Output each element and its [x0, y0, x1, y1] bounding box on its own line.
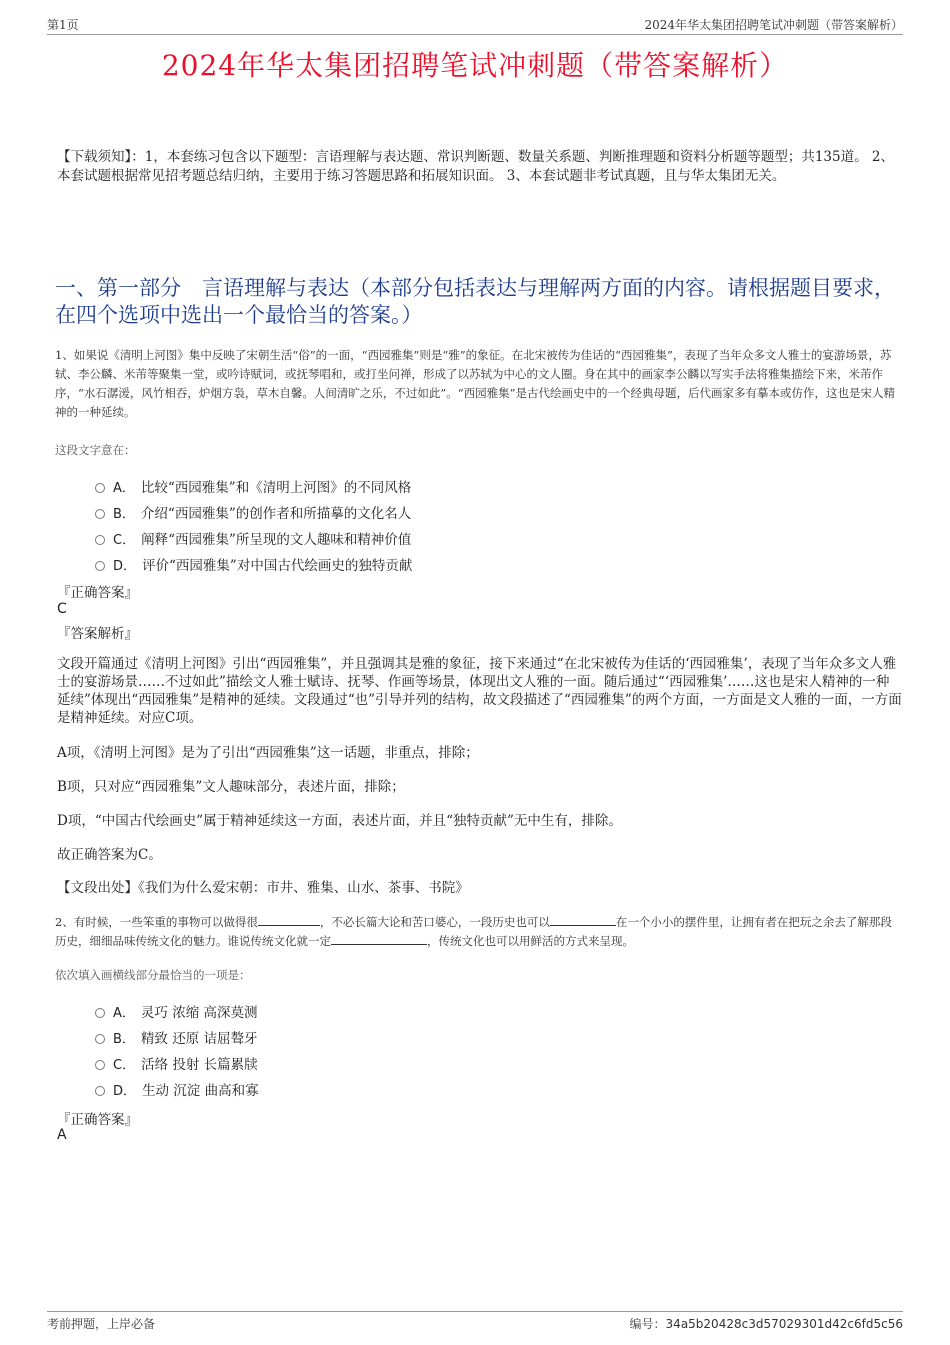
analysis-label: 『答案解析』	[57, 626, 138, 642]
source-citation: 【文段出处】《我们为什么爱宋朝：市井、雅集、山水、茶事、书院》	[57, 880, 469, 896]
code-value: 34a5b20428c3d57029301d42c6fd5c56	[665, 1317, 903, 1331]
option-a[interactable]	[95, 473, 795, 499]
question-1-text: 1、如果说《清明上河图》集中反映了宋朝生活“俗”的一面，“西园雅集”则是“雅”的象征。在北宋被传为佳话的“西园雅集”，表现了当年众多文人雅士的宴游场景，苏轼、李公麟、米芾等聚集一堂，或吟诗赋词，或抚琴唱和，或打坐问禅，形成了以苏轼为中心的文人圈。身在其中的画家李公麟以写实手法将雅集描绘下来，米芾作序，“水石潺湲，风竹相吞，炉烟方袅，草木自馨。人间清旷之乐，不过如此”。“西园雅集”是古代绘画史中的一个经典母题，后代画家多有摹本或仿作，这也是宋人精神的一种延续。	[55, 348, 896, 419]
conclusion: 故正确答案为C。	[57, 847, 162, 863]
question-2-part-2: ，不必长篇大论和苦口婆心，一段历史也可以	[319, 915, 550, 929]
option-letter: B．	[113, 1031, 135, 1047]
question-2-text	[55, 913, 900, 951]
code-label: 编号：	[629, 1317, 666, 1331]
option-b[interactable]	[95, 1024, 795, 1050]
answer-label: 『正确答案』	[57, 585, 138, 601]
radio-icon[interactable]	[95, 561, 105, 571]
option-letter: A．	[113, 480, 135, 496]
document-title: 2024年华太集团招聘笔试冲刺题（带答案解析）	[161, 49, 789, 82]
question-2-part-1: 2、有时候，一些笨重的事物可以做得很	[55, 915, 258, 929]
option-b[interactable]	[95, 499, 795, 525]
page-number: 第1页	[47, 18, 79, 32]
correct-answer: C	[57, 601, 67, 617]
option-a[interactable]	[95, 998, 795, 1024]
option-letter: D．	[113, 1083, 137, 1099]
option-c[interactable]	[95, 525, 795, 551]
question-1-options	[95, 473, 795, 577]
question-2-options	[95, 998, 795, 1102]
question-1-prompt: 这段文字意在：	[55, 443, 136, 457]
explanation-a: A项，《清明上河图》是为了引出“西园雅集”这一话题，非重点，排除；	[57, 745, 479, 761]
radio-icon[interactable]	[95, 483, 105, 493]
option-text: 活络 投射 长篇累牍	[141, 1057, 258, 1073]
section-title: 一、第一部分 言语理解与表达（本部分包括表达与理解两方面的内容。请根据题目要求，在四个选项中选出一个最恰当的答案。）	[55, 276, 895, 327]
header-doc-name: 2024年华太集团招聘笔试冲刺题（带答案解析）	[644, 18, 903, 32]
footer-slogan: 考前押题，上岸必备	[47, 1317, 156, 1331]
option-text: 评价“西园雅集”对中国古代绘画史的独特贡献	[142, 558, 413, 574]
radio-icon[interactable]	[95, 1034, 105, 1044]
option-letter: B．	[113, 506, 135, 522]
question-2-prompt: 依次填入画横线部分最恰当的一项是：	[55, 968, 251, 982]
option-text: 阐释“西园雅集”所呈现的文人趣味和精神价值	[141, 532, 412, 548]
option-letter: C．	[113, 532, 136, 548]
fill-blank-2	[550, 913, 616, 926]
option-letter: A．	[113, 1005, 135, 1021]
radio-icon[interactable]	[95, 1086, 105, 1096]
option-text: 介绍“西园雅集”的创作者和所描摹的文化名人	[140, 506, 412, 522]
page-footer	[47, 1311, 903, 1332]
option-text: 灵巧 浓缩 高深莫测	[140, 1005, 258, 1021]
option-letter: C．	[113, 1057, 136, 1073]
question-2-part-3: 在一个小小的摆件里，让拥有者在把玩之余去了解那段历史，细细品味传统文化的魅力。谁说传统文化就一定	[55, 915, 892, 948]
radio-icon[interactable]	[95, 1008, 105, 1018]
option-c[interactable]	[95, 1050, 795, 1076]
answer-label: 『正确答案』	[57, 1112, 138, 1128]
fill-blank-1	[258, 913, 320, 926]
fill-blank-3	[331, 932, 427, 945]
question-2-part-4: ，传统文化也可以用鲜活的方式来呈现。	[427, 934, 634, 948]
footer-code	[630, 1315, 903, 1332]
option-d[interactable]	[95, 551, 795, 577]
option-text: 比较“西园雅集”和《清明上河图》的不同风格	[140, 480, 412, 496]
option-letter: D．	[113, 558, 137, 574]
option-text: 生动 沉淀 曲高和寡	[142, 1083, 259, 1099]
radio-icon[interactable]	[95, 509, 105, 519]
radio-icon[interactable]	[95, 535, 105, 545]
download-notice: 【下载须知】：1，本套练习包含以下题型：言语理解与表达题、常识判断题、数量关系题、判断推理题和资料分析题等题型；共135道。 2、本套试题根据常见招考题总结归纳，主要用于练习答题思路和拓展知识面。 3、本套试题非考试真题，且与华太集团无关。	[57, 149, 894, 184]
radio-icon[interactable]	[95, 1060, 105, 1070]
explanation-d: D项，“中国古代绘画史”属于精神延续这一方面，表述片面，并且“独特贡献”无中生有，排除。	[57, 813, 622, 829]
correct-answer: A	[57, 1127, 67, 1143]
option-text: 精致 还原 诘屈聱牙	[140, 1031, 258, 1047]
page-header	[47, 14, 903, 35]
option-d[interactable]	[95, 1076, 795, 1102]
explanation-b: B项，只对应“西园雅集”文人趣味部分，表述片面，排除；	[57, 779, 405, 795]
analysis-text: 文段开篇通过《清明上河图》引出“西园雅集”，并且强调其是雅的象征，接下来通过“在北宋被传为佳话的‘西园雅集’，表现了当年众多文人雅士的宴游场景……不过如此”描绘文人雅士赋诗、抚琴、作画等场景，体现出文人雅的一面。随后通过“‘西园雅集’……这也是宋人精神的一种延续”体现出“西园雅集”是精神的延续。文段通过“也”引导并列的结构，故文段描述了“西园雅集”的两个方面，一方面是文人雅的一面，一方面是精神延续。对应C项。	[57, 656, 902, 726]
